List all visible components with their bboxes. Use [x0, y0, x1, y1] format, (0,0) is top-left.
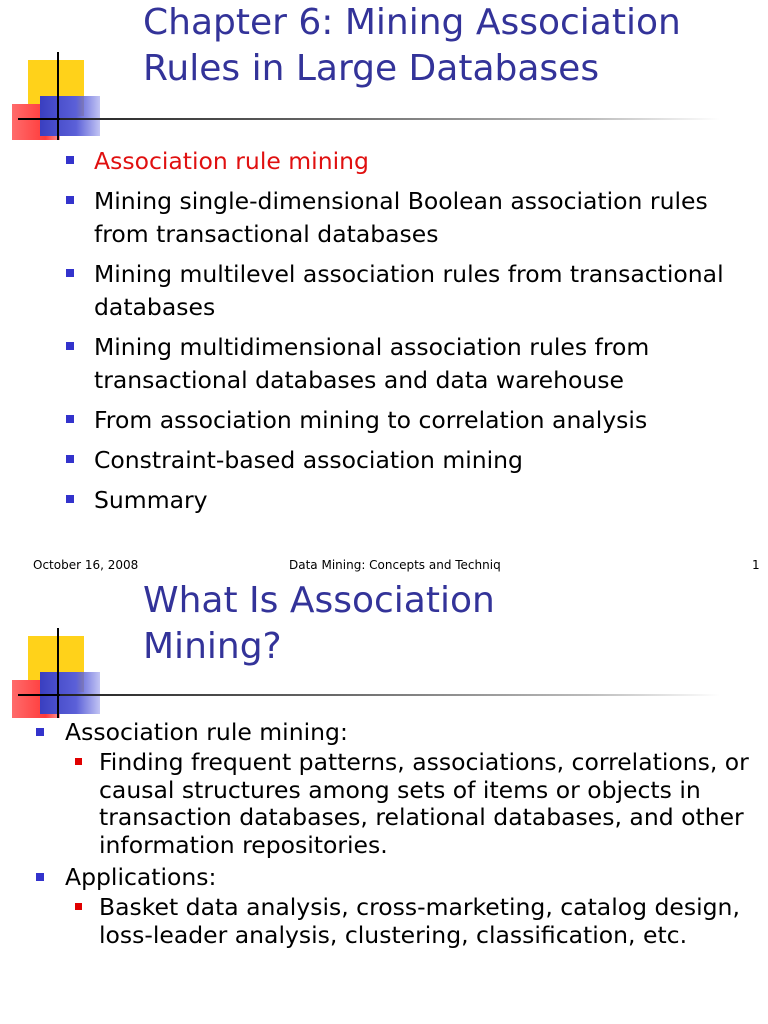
square-bullet-icon — [66, 455, 74, 463]
list-item: Constraint-based association mining — [66, 444, 746, 477]
square-bullet-icon — [66, 196, 74, 204]
list-item: Mining multidimensional association rules from transactional databases and data warehouse — [66, 331, 746, 397]
list-item: Summary — [66, 484, 746, 517]
bullet-list — [66, 145, 746, 524]
sub-bullet-list — [65, 894, 756, 949]
square-bullet-icon — [66, 269, 74, 277]
square-bullet-icon — [36, 873, 44, 881]
square-bullet-icon — [75, 758, 82, 765]
square-bullet-icon — [66, 342, 74, 350]
slide-logo-decoration — [0, 578, 110, 723]
sub-bullet-list — [65, 749, 756, 859]
footer-date: October 16, 2008 — [33, 558, 139, 572]
list-item: From association mining to correlation analysis — [66, 404, 746, 437]
square-bullet-icon — [66, 156, 74, 164]
sub-list-item: Basket data analysis, cross-marketing, catalog design, loss-leader analysis, clustering, classification, etc. — [65, 894, 756, 949]
list-item: Mining single-dimensional Boolean association rules from transactional databases — [66, 185, 746, 251]
sub-list-item: Finding frequent patterns, associations, correlations, or causal structures among sets of items or objects in transaction databases, relational databases, and other information repositories. — [65, 749, 756, 859]
list-item: Association rule mining — [66, 145, 746, 178]
slide-logo-decoration — [0, 0, 110, 145]
slide-2 — [0, 578, 768, 1024]
footer-page-number: 1 — [752, 558, 760, 572]
square-bullet-icon — [66, 495, 74, 503]
list-item: Association rule mining: Finding frequent patterns, associations, correlations, or causal structures among sets of items or objects in transaction databases, relational databases, and other information repositories. — [36, 718, 756, 859]
list-item: Applications: Basket data analysis, cross-marketing, catalog design, loss-leader analysis, clustering, classification, etc. — [36, 863, 756, 949]
slide-title: Chapter 6: Mining Association Rules in Large Databases — [143, 2, 681, 89]
title-rule — [60, 118, 720, 120]
square-bullet-icon — [75, 903, 82, 910]
footer-source: Data Mining: Concepts and Techniq — [289, 558, 501, 572]
square-bullet-icon — [66, 415, 74, 423]
square-bullet-icon — [36, 728, 44, 736]
slide-title: What Is Association Mining? — [143, 580, 495, 667]
bullet-list — [36, 718, 756, 953]
title-rule — [60, 694, 720, 696]
list-item: Mining multilevel association rules from transactional databases — [66, 258, 746, 324]
